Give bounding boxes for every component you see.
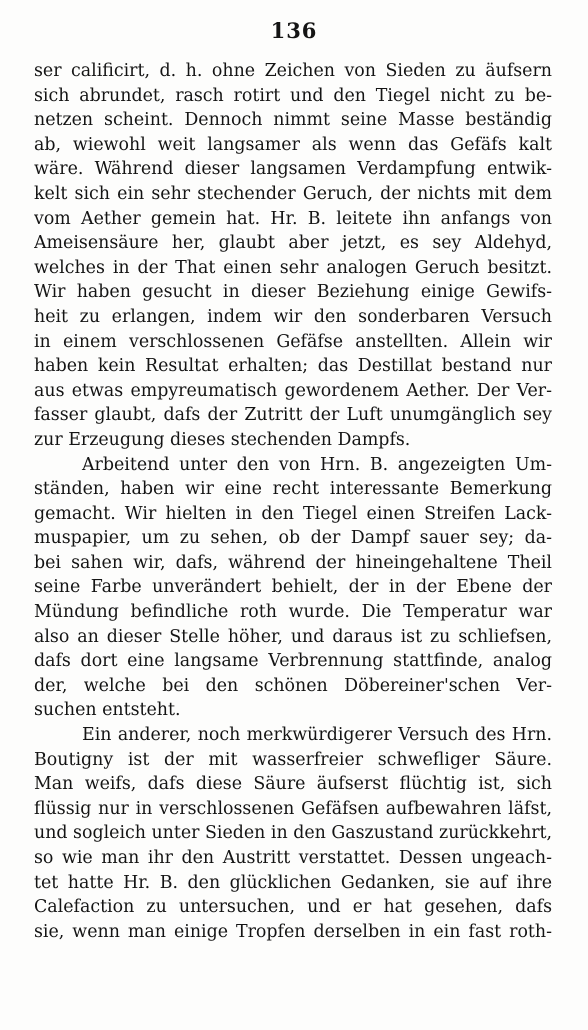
text-line: Mündung befindliche roth wurde. Die Temperatur war — [34, 602, 552, 623]
text-line: Ein anderer, noch merkwürdigerer Versuch des Hrn. — [82, 725, 552, 746]
text-line: ab, wiewohl weit langsamer als wenn das Gefäfs kalt — [34, 134, 552, 155]
body-text — [34, 59, 552, 944]
text-line: welches in der That einen sehr analogen Geruch besitzt. — [34, 257, 552, 278]
text-line: sie, wenn man einige Tropfen derselben in ein fast roth- — [34, 921, 552, 942]
text-line: Man weifs, dafs diese Säure äufserst flüchtig ist, sich — [34, 774, 552, 795]
text-line: aus etwas empyreumatisch gewordenem Aether. Der Ver- — [34, 380, 552, 401]
text-line: Wir haben gesucht in dieser Beziehung einige Gewifs- — [34, 282, 552, 303]
text-line: netzen scheint. Dennoch nimmt seine Masse beständig — [34, 110, 552, 131]
text-line: bei sahen wir, dafs, während der hineingehaltene Theil — [34, 552, 552, 573]
text-line: seine Farbe unverändert behielt, der in der Ebene der — [34, 577, 552, 598]
text-line: muspapier, um zu sehen, ob der Dampf sauer sey; da- — [34, 528, 552, 549]
text-line: heit zu erlangen, indem wir den sonderbaren Versuch — [34, 306, 552, 327]
text-line: fasser glaubt, dafs der Zutritt der Luft unumgänglich sey — [34, 405, 552, 426]
text-line: so wie man ihr den Austritt verstattet. Dessen ungeach- — [34, 848, 552, 868]
text-line: Ameisensäure her, glaubt aber jetzt, es sey Aldehyd, — [34, 233, 552, 254]
text-line: also an dieser Stelle höher, und daraus ist zu schliefsen, — [34, 626, 552, 647]
text-line: kelt sich ein sehr stechender Geruch, der nichts mit dem — [34, 183, 552, 204]
text-line: zur Erzeugung dieses stechenden Dampfs. — [34, 429, 411, 450]
text-line: Arbeitend unter den von Hrn. B. angezeigten Um- — [82, 454, 552, 475]
text-line: dafs dort eine langsame Verbrennung stattfinde, analog — [34, 651, 552, 672]
text-line: in einem verschlossenen Gefäfse anstellten. Allein wir — [34, 331, 552, 352]
text-line: Boutigny ist der mit wasserfreier schwefliger Säure. — [34, 749, 552, 770]
text-line: ser calificirt, d. h. ohne Zeichen von Sieden zu äufsern — [34, 61, 552, 81]
text-line: vom Aether gemein hat. Hr. B. leitete ihn anfangs von — [34, 208, 552, 229]
text-line: ständen, haben wir eine recht interessante Bemerkung — [34, 479, 552, 500]
text-line: flüssig nur in verschlossenen Gefäfsen aufbewahren läfst, — [34, 798, 552, 819]
text-line: haben kein Resultat erhalten; das Destillat bestand nur — [34, 356, 552, 377]
text-line: sich abrundet, rasch rotirt und den Tiegel nicht zu be- — [34, 85, 552, 106]
page-number: 136 — [270, 18, 318, 43]
text-line: Calefaction zu untersuchen, und er hat gesehen, dafs — [34, 897, 552, 918]
text-line: tet hatte Hr. B. den glücklichen Gedanken, sie auf ihre — [34, 872, 552, 893]
text-line: suchen entsteht. — [34, 700, 181, 721]
text-line: und sogleich unter Sieden in den Gaszustand zurückkehrt, — [34, 823, 552, 844]
text-line: der, welche bei den schönen Döbereiner'schen Ver- — [34, 675, 552, 696]
text-line: gemacht. Wir hielten in den Tiegel einen Streifen Lack- — [34, 503, 552, 524]
text-line: wäre. Während dieser langsamen Verdampfung entwik- — [34, 159, 552, 180]
